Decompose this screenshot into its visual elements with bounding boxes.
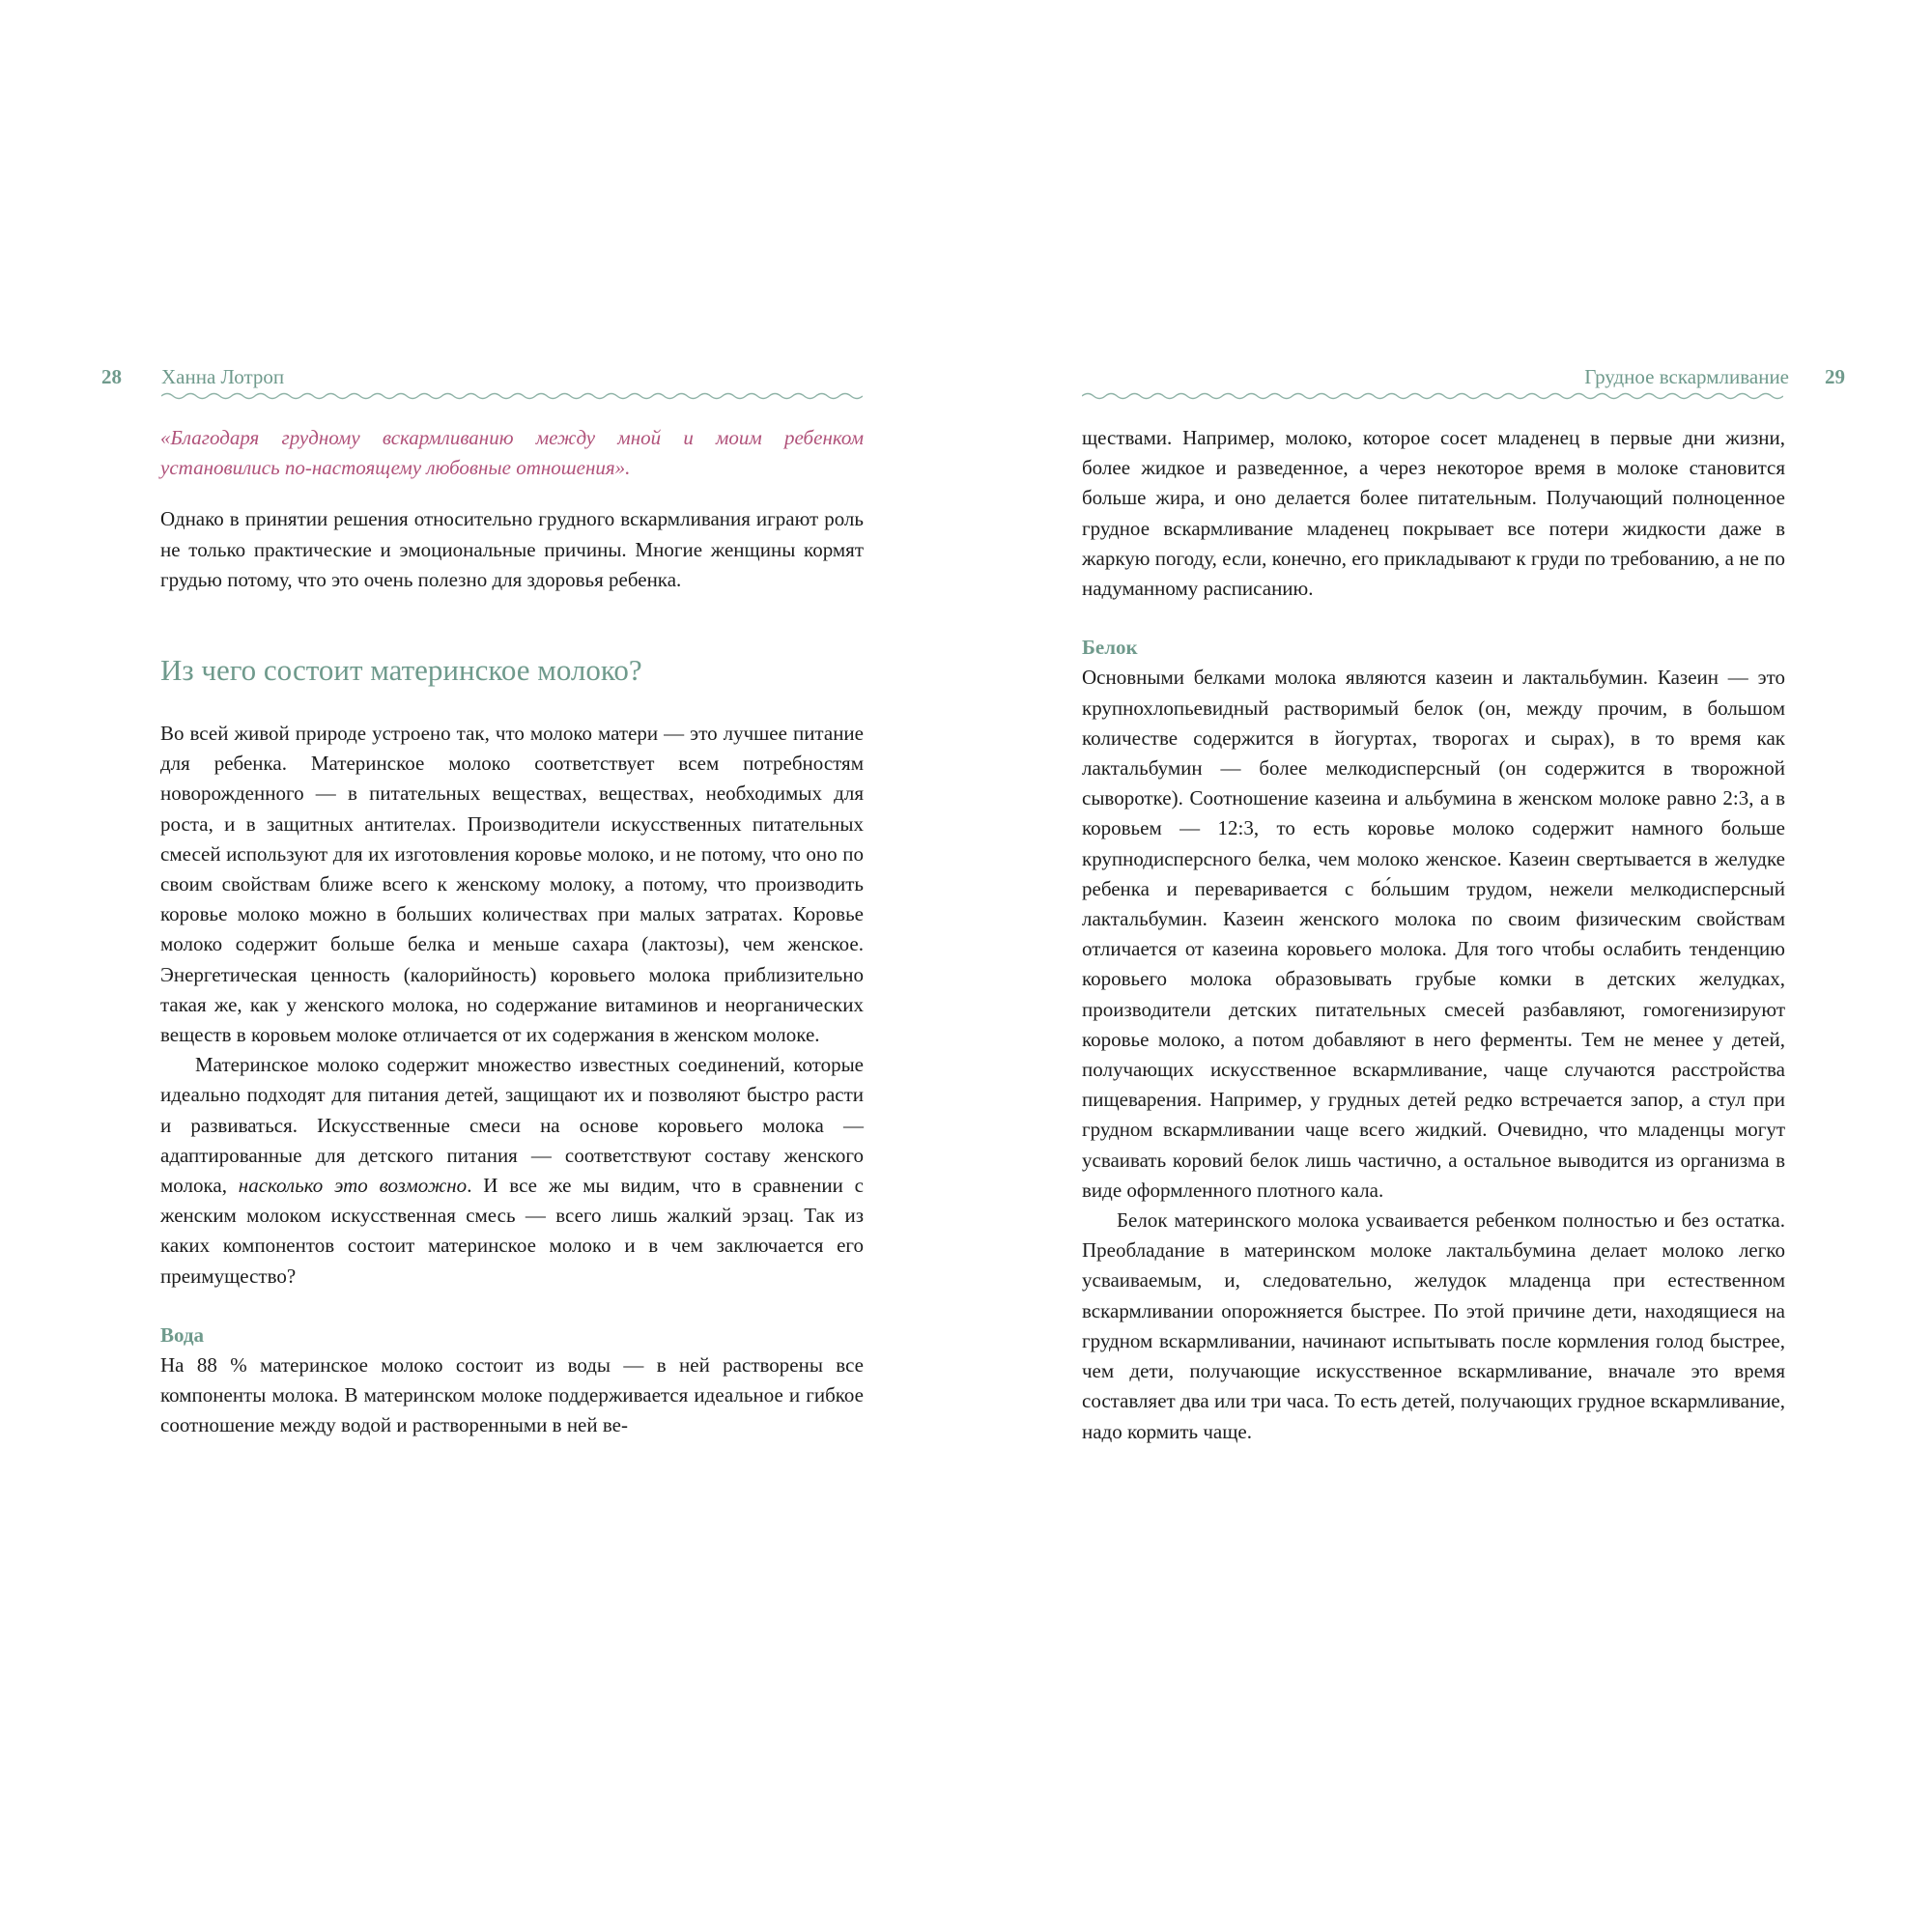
left-running-head bbox=[101, 365, 865, 400]
protein-paragraph-1: Основными белками молока являются казеин и лактальбумин. Казеин — это крупнохлопьевидный растворимый белок (он, между прочим, в большом количестве содержится в йогуртах, творогах и сырах), в то время как лактальбумин — более мелкодисперсный (он содержится в творожной сыворотке). Соотношение казеина и альбумина в женском молоке равно 2:3, а в коровьем — 12:3, то есть коровье молоко содержит намного больше крупнодисперсного белка, чем молоко женское. Казеин свертывается в желудке ребенка и переваривается с бо́льшим трудом, нежели мелкодисперсный лактальбумин. Казеин женского молока по своим физическим свойствам отличается от казеина коровьего молока. Для того чтобы ослабить тенденцию коровьего молока образовывать грубые комки в детских желудках, производители детских питательных смесей разбавляют, гомогенизируют коровье молоко, а потом добавляют в него ферменты. Тем не менее у детей, получающих искусственное вскармливание, чаще случаются расстройства пищеварения. Например, у грудных детей редко встречается запор, а стул при грудном вскармливании чаще всего жидкий. Очевидно, что младенцы могут усваивать коровий белок лишь частично, а остальное выводится из организма в виде оформленного плотного кала. bbox=[1082, 666, 1785, 1202]
protein-paragraph-2: Белок материнского молока усваивается ребенком полностью и без остатка. Преобладание в материнском молоке лактальбумина делает молоко легко усваиваемым, и, следовательно, желудок младенца при естественном вскармливании опорожняется быстрее. По этой причине дети, находящиеся на грудном вскармливании, начинают испытывать после кормления голод быстрее, чем дети, получающие искусственное вскармливание, вначале это время составляет два или три часа. То есть детей, получающих грудное вскармливание, надо кормить чаще. bbox=[1082, 1208, 1785, 1443]
subheading-water: Вода bbox=[160, 1322, 205, 1347]
paragraph-text-end: . И все же мы видим, что в сравнении с женским молоком искусственная смесь — всего лишь жалкий эрзац. Так из каких компонентов состоит материнское молоко и в чем заключается его преимущество? bbox=[160, 1174, 865, 1288]
intro-paragraph: Однако в принятии решения относительно грудного вскармливания играют роль не только практические и эмоциональные причины. Многие женщины кормят грудью потому, что это очень полезно для здоровья ребенка. bbox=[160, 507, 864, 591]
author-name: Ханна Лотроп bbox=[161, 365, 285, 388]
right-page bbox=[966, 0, 1932, 1932]
page-number: 28 bbox=[101, 365, 122, 388]
paragraph-text: Материнское молоко содержит множество известных соединений, которые идеально подходят для питания детей, защищают их и позволяют быстро расти и развиваться. Искусственные смеси на основе коровьего молока — адаптированные для детского питания — соответствуют составу женского молока, bbox=[160, 1053, 864, 1198]
continuation-paragraph: ществами. Например, молоко, которое сосет младенец в первые дни жизни, более жидкое и разведенное, а через некоторое время в молоке становится больше жира, и оно делается более питательным. Получающий полноценное грудное вскармливание младенец покрывает все потери жидкости даже в жаркую погоду, если, конечно, его прикладывают к груди по требованию, а не по надуманному расписанию. bbox=[1082, 426, 1785, 601]
emphasis-text: насколько это возможно bbox=[238, 1174, 468, 1198]
chapter-title: Грудное вскармливание bbox=[1584, 365, 1789, 388]
pull-quote: «Благодаря грудному вскармливанию между мной и моим ребенком установились по-настоящему любовные отношения». bbox=[160, 426, 864, 480]
left-text-column bbox=[160, 423, 864, 1441]
page-number: 29 bbox=[1825, 365, 1845, 388]
subheading-protein: Белок bbox=[1082, 636, 1138, 660]
body-paragraph: Во всей живой природе устроено так, что молоко матери — это лучшее питание для ребенка. Материнское молоко соответствует всем потребностям новорожденного — в питательных веществах, веществах, необходимых для роста, и в защитных антителах. Производители искусственных питательных смесей используют для их изготовления коровье молоко, и не потому, что оно по своим свойствам ближе всего к женскому молоку, а потому, что производить коровье молоко можно в больших количествах при малых затратах. Коровье молоко содержит больше белка и меньше сахара (лактозы), чем женское. Энергетическая ценность (калорийность) коровьего молока приблизительно такая же, как у женского молока, но содержание витаминов и неорганических веществ в коровьем молоке отличается от их содержания в женском молоке. bbox=[160, 722, 864, 1047]
right-text-column bbox=[1082, 423, 1785, 1447]
wave-divider bbox=[161, 390, 863, 402]
wave-divider bbox=[1082, 390, 1783, 402]
water-paragraph: На 88 % материнское молоко состоит из воды — в ней растворены все компоненты молока. В материнском молоке поддерживается идеальное и гибкое соотношение между водой и растворенными в ней ве- bbox=[160, 1353, 864, 1437]
right-running-head bbox=[1082, 365, 1845, 400]
body-paragraph-2 bbox=[160, 1050, 864, 1292]
section-heading: Из чего состоит материнское молоко? bbox=[160, 653, 642, 688]
